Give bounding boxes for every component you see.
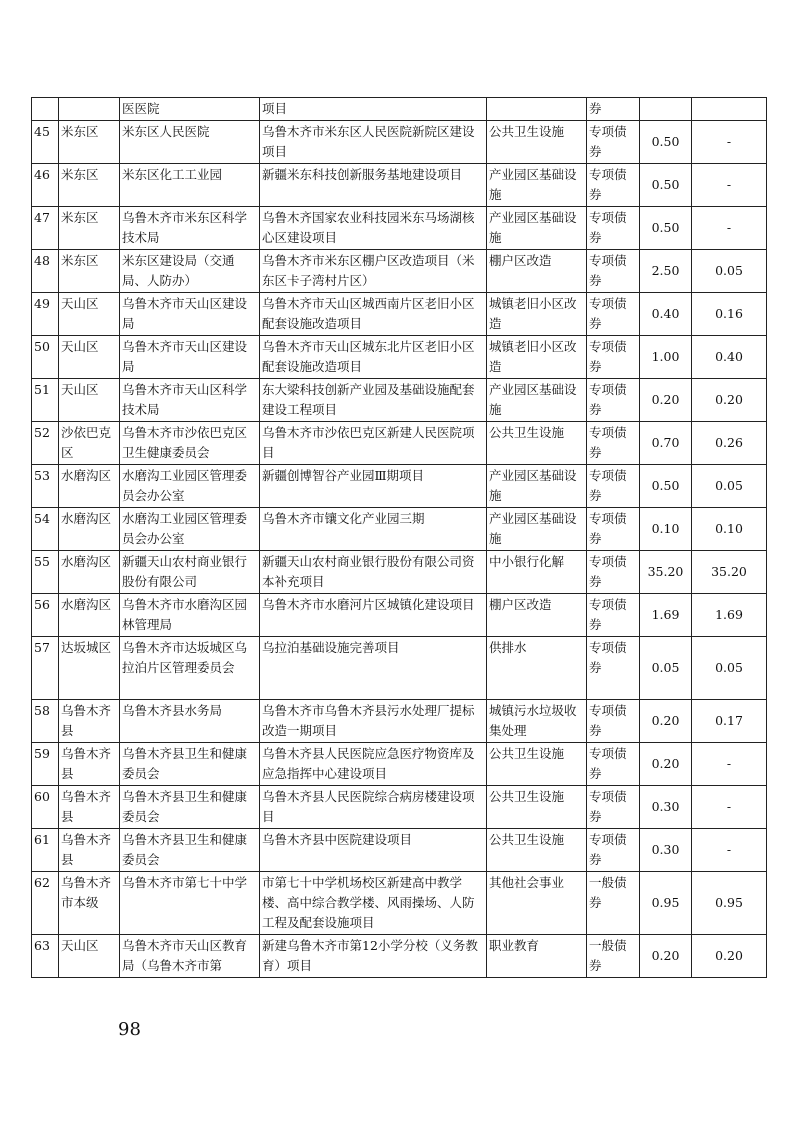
- cell-used: 0.20: [692, 935, 767, 978]
- cell-no: 63: [32, 935, 59, 978]
- cell-district: 天山区: [59, 935, 120, 978]
- cell-type: 专项债券: [587, 594, 640, 637]
- cell-type: 一般债券: [587, 935, 640, 978]
- cell-amount: 0.20: [640, 700, 692, 743]
- table-row: [32, 207, 767, 250]
- cell-no: 59: [32, 743, 59, 786]
- cell-used: 0.05: [692, 637, 767, 700]
- cell-used: -: [692, 829, 767, 872]
- cell-unit: 乌鲁木齐县水务局: [120, 700, 260, 743]
- cell-category: 公共卫生设施: [487, 829, 587, 872]
- cell-amount: 0.95: [640, 872, 692, 935]
- cell-district: 米东区: [59, 121, 120, 164]
- cell-category: 公共卫生设施: [487, 422, 587, 465]
- cell-unit: 乌鲁木齐县卫生和健康委员会: [120, 743, 260, 786]
- cell-category: 产业园区基础设施: [487, 207, 587, 250]
- cell-used: 0.10: [692, 508, 767, 551]
- cell-unit: 米东区人民医院: [120, 121, 260, 164]
- cell-type: 专项债券: [587, 121, 640, 164]
- table-row: [32, 250, 767, 293]
- table-row: [32, 336, 767, 379]
- table-row: [32, 164, 767, 207]
- cell-amount: [640, 98, 692, 121]
- cell-amount: 0.50: [640, 207, 692, 250]
- table-row: [32, 829, 767, 872]
- cell-amount: 0.20: [640, 379, 692, 422]
- table-row: [32, 700, 767, 743]
- cell-type: 专项债券: [587, 293, 640, 336]
- cell-project: 乌鲁木齐市天山区城西南片区老旧小区配套设施改造项目: [260, 293, 487, 336]
- cell-used: 0.40: [692, 336, 767, 379]
- cell-type: 专项债券: [587, 786, 640, 829]
- cell-type: 专项债券: [587, 164, 640, 207]
- cell-used: 0.16: [692, 293, 767, 336]
- cell-district: 沙依巴克区: [59, 422, 120, 465]
- cell-category: 公共卫生设施: [487, 743, 587, 786]
- table-row: [32, 786, 767, 829]
- cell-district: 水磨沟区: [59, 465, 120, 508]
- cell-unit: 水磨沟工业园区管理委员会办公室: [120, 465, 260, 508]
- cell-unit: 水磨沟工业园区管理委员会办公室: [120, 508, 260, 551]
- cell-type: 专项债券: [587, 379, 640, 422]
- cell-project: 乌拉泊基础设施完善项目: [260, 637, 487, 700]
- cell-district: 乌鲁木齐县: [59, 700, 120, 743]
- cell-district: 乌鲁木齐县: [59, 743, 120, 786]
- cell-used: [692, 98, 767, 121]
- cell-unit: 乌鲁木齐市天山区建设局: [120, 336, 260, 379]
- cell-project: 新建乌鲁木齐市第12小学分校（义务教育）项目: [260, 935, 487, 978]
- cell-project: 乌鲁木齐市水磨河片区城镇化建设项目: [260, 594, 487, 637]
- cell-project: 乌鲁木齐市乌鲁木齐县污水处理厂提标改造一期项目: [260, 700, 487, 743]
- cell-amount: 0.30: [640, 786, 692, 829]
- cell-project: 项目: [260, 98, 487, 121]
- cell-no: 49: [32, 293, 59, 336]
- cell-category: 城镇老旧小区改造: [487, 293, 587, 336]
- cell-unit: 乌鲁木齐市沙依巴克区卫生健康委员会: [120, 422, 260, 465]
- cell-no: 45: [32, 121, 59, 164]
- cell-no: 47: [32, 207, 59, 250]
- table-row: [32, 594, 767, 637]
- cell-project: 乌鲁木齐市米东区棚户区改造项目（米东区卡子湾村片区）: [260, 250, 487, 293]
- cell-project: 乌鲁木齐县中医院建设项目: [260, 829, 487, 872]
- cell-category: 其他社会事业: [487, 872, 587, 935]
- cell-project: 新疆创博智谷产业园Ⅲ期项目: [260, 465, 487, 508]
- cell-no: 56: [32, 594, 59, 637]
- cell-type: 专项债券: [587, 422, 640, 465]
- cell-no: 50: [32, 336, 59, 379]
- cell-unit: 米东区化工工业园: [120, 164, 260, 207]
- continuation-row: [32, 98, 767, 121]
- cell-unit: 乌鲁木齐市第七十中学: [120, 872, 260, 935]
- cell-used: -: [692, 121, 767, 164]
- cell-amount: 0.50: [640, 465, 692, 508]
- cell-category: 供排水: [487, 637, 587, 700]
- cell-project: 乌鲁木齐市镶文化产业园三期: [260, 508, 487, 551]
- cell-no: 48: [32, 250, 59, 293]
- cell-no: 61: [32, 829, 59, 872]
- cell-used: -: [692, 743, 767, 786]
- project-table: [31, 97, 767, 978]
- cell-used: 0.17: [692, 700, 767, 743]
- cell-type: 券: [587, 98, 640, 121]
- cell-used: 35.20: [692, 551, 767, 594]
- cell-no: 46: [32, 164, 59, 207]
- cell-amount: 2.50: [640, 250, 692, 293]
- cell-category: 棚户区改造: [487, 250, 587, 293]
- cell-used: -: [692, 207, 767, 250]
- cell-project: 乌鲁木齐市天山区城东北片区老旧小区配套设施改造项目: [260, 336, 487, 379]
- cell-project: 新疆米东科技创新服务基地建设项目: [260, 164, 487, 207]
- cell-used: 0.05: [692, 250, 767, 293]
- cell-unit: 乌鲁木齐市水磨沟区园林管理局: [120, 594, 260, 637]
- cell-type: 专项债券: [587, 637, 640, 700]
- cell-category: 公共卫生设施: [487, 786, 587, 829]
- cell-district: 水磨沟区: [59, 551, 120, 594]
- table-row: [32, 379, 767, 422]
- cell-unit: 乌鲁木齐市天山区科学技术局: [120, 379, 260, 422]
- cell-amount: 1.69: [640, 594, 692, 637]
- table-row: [32, 637, 767, 700]
- table-row: [32, 121, 767, 164]
- cell-project: 乌鲁木齐市米东区人民医院新院区建设项目: [260, 121, 487, 164]
- cell-no: 51: [32, 379, 59, 422]
- cell-project: 乌鲁木齐市沙依巴克区新建人民医院项目: [260, 422, 487, 465]
- cell-type: 专项债券: [587, 508, 640, 551]
- cell-category: 产业园区基础设施: [487, 508, 587, 551]
- cell-no: 55: [32, 551, 59, 594]
- cell-category: 产业园区基础设施: [487, 465, 587, 508]
- cell-used: -: [692, 786, 767, 829]
- cell-no: 58: [32, 700, 59, 743]
- cell-category: 职业教育: [487, 935, 587, 978]
- cell-district: 天山区: [59, 336, 120, 379]
- table-row: [32, 743, 767, 786]
- cell-type: 专项债券: [587, 250, 640, 293]
- cell-amount: 0.20: [640, 935, 692, 978]
- cell-category: 产业园区基础设施: [487, 379, 587, 422]
- cell-no: 52: [32, 422, 59, 465]
- cell-no: 57: [32, 637, 59, 700]
- cell-district: 乌鲁木齐县: [59, 786, 120, 829]
- cell-district: 达坂城区: [59, 637, 120, 700]
- cell-used: 0.95: [692, 872, 767, 935]
- cell-amount: 0.05: [640, 637, 692, 700]
- cell-category: 棚户区改造: [487, 594, 587, 637]
- cell-used: 0.20: [692, 379, 767, 422]
- cell-unit: 乌鲁木齐县卫生和健康委员会: [120, 786, 260, 829]
- cell-used: 1.69: [692, 594, 767, 637]
- cell-used: -: [692, 164, 767, 207]
- cell-category: 中小银行化解: [487, 551, 587, 594]
- cell-amount: 0.10: [640, 508, 692, 551]
- cell-project: 市第七十中学机场校区新建高中教学楼、高中综合教学楼、风雨操场、人防工程及配套设施项目: [260, 872, 487, 935]
- cell-no: 53: [32, 465, 59, 508]
- cell-category: 城镇污水垃圾收集处理: [487, 700, 587, 743]
- cell-district: 天山区: [59, 293, 120, 336]
- cell-type: 专项债券: [587, 551, 640, 594]
- cell-district: [59, 98, 120, 121]
- cell-type: 专项债券: [587, 700, 640, 743]
- table-row: [32, 422, 767, 465]
- table-row: [32, 508, 767, 551]
- table-row: [32, 551, 767, 594]
- cell-district: 米东区: [59, 207, 120, 250]
- table-row: [32, 872, 767, 935]
- cell-category: 公共卫生设施: [487, 121, 587, 164]
- cell-unit: 乌鲁木齐市米东区科学技术局: [120, 207, 260, 250]
- cell-amount: 0.50: [640, 121, 692, 164]
- cell-used: 0.05: [692, 465, 767, 508]
- cell-type: 专项债券: [587, 465, 640, 508]
- cell-no: 62: [32, 872, 59, 935]
- cell-type: 一般债券: [587, 872, 640, 935]
- cell-type: 专项债券: [587, 336, 640, 379]
- cell-project: 乌鲁木齐国家农业科技园米东马场湖核心区建设项目: [260, 207, 487, 250]
- page-number: 98: [118, 1019, 141, 1040]
- cell-district: 水磨沟区: [59, 594, 120, 637]
- cell-amount: 0.50: [640, 164, 692, 207]
- cell-unit: 乌鲁木齐县卫生和健康委员会: [120, 829, 260, 872]
- cell-unit: 医医院: [120, 98, 260, 121]
- cell-unit: 乌鲁木齐市达坂城区乌拉泊片区管理委员会: [120, 637, 260, 700]
- cell-district: 乌鲁木齐县: [59, 829, 120, 872]
- cell-unit: 米东区建设局（交通局、人防办）: [120, 250, 260, 293]
- cell-amount: 35.20: [640, 551, 692, 594]
- cell-district: 米东区: [59, 164, 120, 207]
- table-row: [32, 293, 767, 336]
- cell-type: 专项债券: [587, 207, 640, 250]
- cell-category: [487, 98, 587, 121]
- table-row: [32, 935, 767, 978]
- cell-type: 专项债券: [587, 829, 640, 872]
- cell-project: 乌鲁木齐县人民医院应急医疗物资库及应急指挥中心建设项目: [260, 743, 487, 786]
- cell-district: 米东区: [59, 250, 120, 293]
- table-row: [32, 465, 767, 508]
- cell-category: 城镇老旧小区改造: [487, 336, 587, 379]
- cell-amount: 1.00: [640, 336, 692, 379]
- cell-no: 54: [32, 508, 59, 551]
- cell-project: 乌鲁木齐县人民医院综合病房楼建设项目: [260, 786, 487, 829]
- cell-amount: 0.20: [640, 743, 692, 786]
- cell-amount: 0.30: [640, 829, 692, 872]
- cell-used: 0.26: [692, 422, 767, 465]
- cell-type: 专项债券: [587, 743, 640, 786]
- cell-no: [32, 98, 59, 121]
- cell-amount: 0.70: [640, 422, 692, 465]
- cell-amount: 0.40: [640, 293, 692, 336]
- cell-district: 水磨沟区: [59, 508, 120, 551]
- cell-category: 产业园区基础设施: [487, 164, 587, 207]
- cell-no: 60: [32, 786, 59, 829]
- cell-district: 乌鲁木齐市本级: [59, 872, 120, 935]
- cell-project: 东大梁科技创新产业园及基础设施配套建设工程项目: [260, 379, 487, 422]
- cell-district: 天山区: [59, 379, 120, 422]
- cell-unit: 乌鲁木齐市天山区建设局: [120, 293, 260, 336]
- cell-project: 新疆天山农村商业银行股份有限公司资本补充项目: [260, 551, 487, 594]
- cell-unit: 新疆天山农村商业银行股份有限公司: [120, 551, 260, 594]
- cell-unit: 乌鲁木齐市天山区教育局（乌鲁木齐市第: [120, 935, 260, 978]
